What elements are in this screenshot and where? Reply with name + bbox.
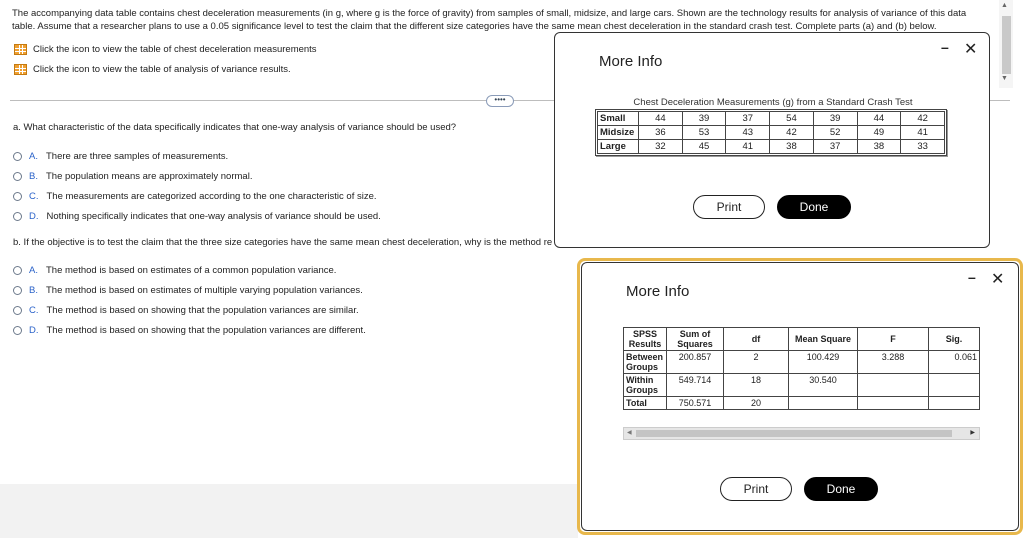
table-cell: 39	[682, 112, 726, 126]
column-header: Sig.	[929, 328, 980, 351]
table-cell: 3.288	[858, 351, 929, 374]
radio-button[interactable]	[13, 192, 22, 201]
table-header-row	[624, 328, 980, 351]
scrollbar-thumb[interactable]	[636, 430, 952, 437]
row-label: Total	[624, 397, 667, 410]
table-cell: 42	[770, 126, 814, 140]
row-label: Between Groups	[624, 351, 667, 374]
column-header: df	[724, 328, 789, 351]
row-label: Within Groups	[624, 374, 667, 397]
radio-button[interactable]	[13, 152, 22, 161]
option-b-A[interactable]	[13, 265, 336, 276]
table-cell: 54	[770, 112, 814, 126]
option-letter: D.	[29, 325, 39, 336]
table-cell: 53	[682, 126, 726, 140]
footer-area	[0, 484, 578, 538]
table-row	[624, 397, 980, 410]
table-cell: 20	[724, 397, 789, 410]
anova-table-link-label[interactable]: Click the icon to view the table of analysis of variance results.	[33, 64, 291, 75]
problem-line-1: The accompanying data table contains chest deceleration measurements (in g, where g is the force of gravity) from samples of small, midsize, and large cars. Shown are the technology results for analysis of variance of this data	[12, 8, 967, 19]
table-cell: 2	[724, 351, 789, 374]
close-icon[interactable]: ✕	[991, 271, 1005, 288]
option-a-D[interactable]	[13, 211, 381, 222]
table-cell: 100.429	[789, 351, 858, 374]
table-cell	[789, 397, 858, 410]
table-cell: 41	[726, 140, 770, 154]
table-row	[624, 374, 980, 397]
row-label: Large	[598, 140, 639, 154]
done-button[interactable]: Done	[804, 477, 878, 501]
option-text[interactable]: The measurements are categorized according to the one characteristic of size.	[46, 191, 377, 202]
radio-button[interactable]	[13, 266, 22, 275]
scroll-left-icon[interactable]: ◀	[627, 430, 632, 436]
table-cell: 33	[901, 140, 945, 154]
option-text[interactable]: The method is based on showing that the population variances are different.	[46, 325, 366, 336]
option-letter: B.	[29, 285, 38, 296]
option-letter: D.	[29, 211, 39, 222]
table-cell: 38	[857, 140, 901, 154]
table-cell: 0.061	[929, 351, 980, 374]
table-cell: 44	[857, 112, 901, 126]
radio-button[interactable]	[13, 212, 22, 221]
option-letter: C.	[29, 191, 39, 202]
table-cell: 37	[726, 112, 770, 126]
table-cell: 39	[813, 112, 857, 126]
minimize-icon[interactable]: –	[941, 39, 949, 55]
scroll-down-icon[interactable]: ▼	[1001, 75, 1008, 82]
print-button[interactable]: Print	[720, 477, 792, 501]
option-b-B[interactable]	[13, 285, 363, 296]
option-b-C[interactable]	[13, 305, 359, 316]
row-label: Small	[598, 112, 639, 126]
option-letter: B.	[29, 171, 38, 182]
chest-deceleration-table	[597, 111, 945, 154]
table-horizontal-scrollbar[interactable]	[623, 427, 980, 440]
table-cell: 52	[813, 126, 857, 140]
chest-table-link-label[interactable]: Click the icon to view the table of chest deceleration measurements	[33, 44, 317, 55]
table-cell	[858, 374, 929, 397]
table-cell: 18	[724, 374, 789, 397]
table-row	[624, 351, 980, 374]
table-cell: 45	[682, 140, 726, 154]
table-cell: 200.857	[667, 351, 724, 374]
option-text[interactable]: The method is based on estimates of multiple varying population variances.	[45, 285, 363, 296]
option-text[interactable]: The population means are approximately normal.	[45, 171, 253, 182]
table-row	[598, 140, 945, 154]
row-label: Midsize	[598, 126, 639, 140]
table-cell	[929, 374, 980, 397]
table-cell: 549.714	[667, 374, 724, 397]
option-letter: A.	[29, 151, 38, 162]
option-text[interactable]: There are three samples of measurements.	[45, 151, 229, 162]
table-icon[interactable]	[14, 44, 27, 55]
option-text[interactable]: Nothing specifically indicates that one-way analysis of variance should be used.	[46, 211, 381, 222]
minimize-icon[interactable]: –	[968, 269, 976, 285]
page-scrollbar-thumb[interactable]	[1002, 16, 1011, 74]
dialog-title: More Info	[599, 53, 663, 70]
column-header: SPSS Results	[624, 328, 667, 351]
table-cell: 36	[639, 126, 683, 140]
chest-table-link[interactable]	[14, 44, 317, 55]
close-icon[interactable]: ✕	[964, 41, 978, 58]
table-row	[598, 112, 945, 126]
dialog-title: More Info	[626, 283, 690, 300]
problem-statement	[12, 8, 987, 33]
column-header: Mean Square	[789, 328, 858, 351]
radio-button[interactable]	[13, 306, 22, 315]
table-cell: 42	[901, 112, 945, 126]
radio-button[interactable]	[13, 172, 22, 181]
table-cell: 750.571	[667, 397, 724, 410]
option-a-B[interactable]	[13, 171, 252, 182]
option-letter: A.	[29, 265, 38, 276]
done-button[interactable]: Done	[777, 195, 851, 219]
radio-button[interactable]	[13, 286, 22, 295]
radio-button[interactable]	[13, 326, 22, 335]
anova-table-link[interactable]	[14, 64, 291, 75]
table-caption: Chest Deceleration Measurements (g) from a Standard Crash Test	[633, 97, 913, 108]
table-cell: 32	[639, 140, 683, 154]
option-letter: C.	[29, 305, 39, 316]
scroll-right-icon[interactable]: ▶	[970, 430, 975, 436]
more-info-dialog-chest	[554, 32, 990, 248]
option-text[interactable]: The method is based on estimates of a common population variance.	[45, 265, 337, 276]
table-cell	[929, 397, 980, 410]
table-cell	[858, 397, 929, 410]
table-cell: 44	[639, 112, 683, 126]
problem-line-2: table. Assume that a researcher plans to use a 0.05 significance level to test the claim that the different size categories have the same mean chest deceleration in the standard crash test. Complete parts (a) and (b) below.	[12, 20, 937, 32]
question-b: b. If the objective is to test the claim that the three size categories have the same mean chest deceleration, why is the method re	[13, 237, 553, 248]
chest-table-frame	[595, 109, 947, 156]
column-header: Sum of Squares	[667, 328, 724, 351]
table-cell: 49	[857, 126, 901, 140]
more-info-dialog-anova	[577, 258, 1023, 535]
scroll-up-icon[interactable]: ▲	[1001, 2, 1008, 9]
option-text[interactable]: The method is based on showing that the population variances are similar.	[46, 305, 359, 316]
option-a-A[interactable]	[13, 151, 228, 162]
expand-button[interactable]: ••••	[486, 95, 514, 107]
table-cell: 37	[813, 140, 857, 154]
table-cell: 41	[901, 126, 945, 140]
dialog-body	[581, 262, 1019, 531]
table-row	[598, 126, 945, 140]
table-cell: 43	[726, 126, 770, 140]
column-header: F	[858, 328, 929, 351]
option-b-D[interactable]	[13, 325, 366, 336]
print-button[interactable]: Print	[693, 195, 765, 219]
anova-results-table	[623, 327, 980, 410]
table-icon[interactable]	[14, 64, 27, 75]
table-cell: 38	[770, 140, 814, 154]
table-cell: 30.540	[789, 374, 858, 397]
option-a-C[interactable]	[13, 191, 377, 202]
question-a: a. What characteristic of the data specifically indicates that one-way analysis of variance should be used?	[13, 122, 457, 133]
